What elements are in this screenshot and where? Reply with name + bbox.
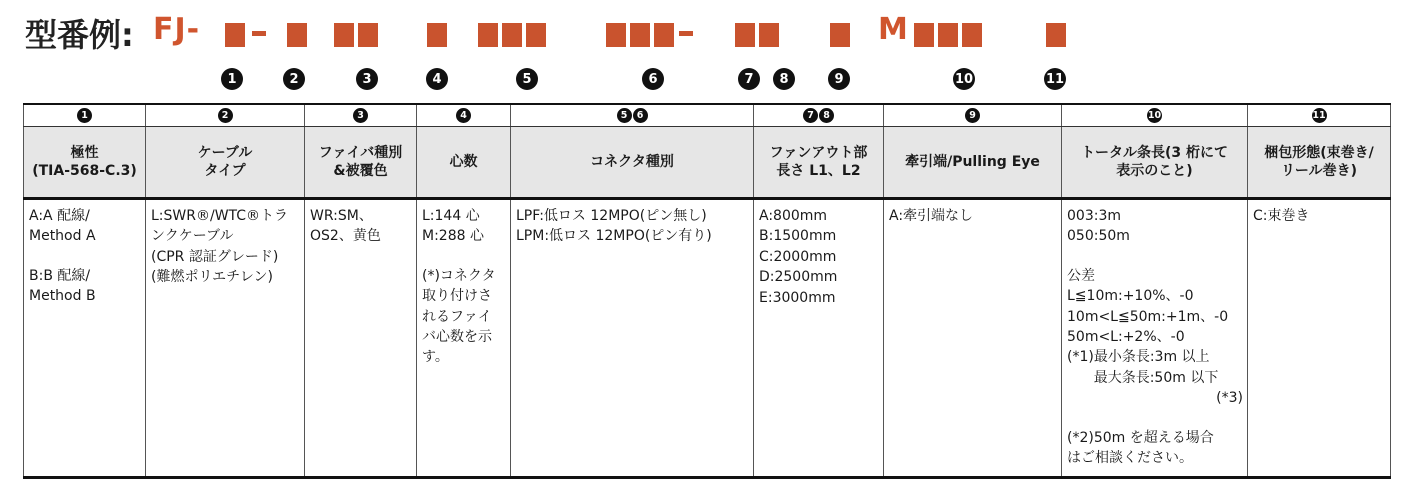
spec-cell-line: (*)コネクタ: [422, 267, 496, 284]
spec-cell: [305, 199, 417, 478]
column-header-label: (TIA-568-C.3): [32, 163, 137, 179]
column-header-label: 表示のこと): [1116, 163, 1193, 179]
column-number-badge: 8: [819, 108, 834, 123]
spec-cell-line: C:束巻き: [1253, 208, 1310, 224]
code-box-10a: [914, 23, 934, 47]
column-number-badge: 5: [617, 108, 632, 123]
spec-cell-line: 10m<L≦50m:+1m、-0: [1067, 308, 1229, 325]
column-header-label: 長さ L1、L2: [776, 163, 861, 179]
column-number-cell: [511, 104, 754, 127]
spec-cell-line: Method A: [29, 228, 96, 245]
column-number-badge: 4: [456, 108, 471, 123]
column-header-label: 心数: [449, 154, 478, 170]
code-dash: [679, 31, 693, 36]
title-label: 型番例:: [25, 16, 134, 54]
code-box-8: [759, 23, 779, 47]
code-box-6c: [654, 23, 674, 47]
spec-cell-line: バ心数を示: [422, 329, 492, 346]
code-box-4: [427, 23, 447, 47]
column-number-cell: [754, 104, 884, 127]
code-box-2: [287, 23, 307, 47]
spec-cell-line: OS2、黄色: [310, 228, 381, 245]
spec-cell-line: E:3000mm: [759, 289, 836, 306]
marker-5: 5: [516, 68, 538, 90]
column-header-label: コネクタ種別: [590, 154, 674, 170]
code-box-6a: [606, 23, 626, 47]
code-box-5c: [526, 23, 546, 47]
column-header-label: 梱包形態(束巻き/: [1264, 145, 1374, 161]
spec-cell-line: ンクケーブル: [151, 228, 234, 245]
spec-cell-line: L≦10m:+10%、-0: [1067, 288, 1194, 305]
column-header-label: トータル条長(3 桁にて: [1080, 145, 1228, 161]
column-number-badge: 1: [77, 108, 92, 123]
marker-6: 6: [642, 68, 664, 90]
spec-cell-line: D:2500mm: [759, 269, 838, 286]
spec-table: [23, 103, 1391, 479]
spec-cell-line: A:A 配線/: [29, 208, 90, 224]
spec-cell: [754, 199, 884, 478]
column-header-label: 牽引端/Pulling Eye: [905, 154, 1040, 170]
column-header-label: タイプ: [204, 163, 246, 179]
spec-cell-line: LPM:低ロス 12MPO(ピン有り): [516, 228, 712, 245]
column-header: [305, 127, 417, 199]
spec-cell-line: M:288 心: [422, 228, 484, 245]
spacer: [422, 247, 506, 266]
spacer: [1067, 247, 1243, 266]
column-number-cell: [24, 104, 146, 127]
marker-3: 3: [356, 68, 378, 90]
column-header-label: ファイバ種別: [318, 145, 403, 161]
spec-cell: [24, 199, 146, 478]
spec-cell-line: L:144 心: [422, 208, 480, 224]
spec-cell-line: はご相談ください。: [1067, 450, 1193, 467]
spec-cell-line: L:SWR®/WTC®トラ: [151, 208, 289, 224]
spec-cell: [417, 199, 511, 478]
column-number-cell: [146, 104, 305, 127]
column-header: [884, 127, 1062, 199]
column-number-badge: 6: [633, 108, 648, 123]
spec-body-row: [24, 199, 1391, 478]
column-header-label: ファンアウト部: [769, 145, 868, 161]
spec-cell-line: (*1)最小条長:3m 以上: [1067, 349, 1210, 366]
marker-9: 9: [828, 68, 850, 90]
spec-cell-line: 003:3m: [1067, 208, 1121, 224]
column-header-label: &被覆色: [333, 163, 388, 179]
column-header-label: ケーブル: [197, 145, 253, 161]
column-number-badge: 3: [353, 108, 368, 123]
column-header: [511, 127, 754, 199]
code-m-letter: M: [878, 12, 908, 47]
code-box-1: [225, 23, 245, 47]
marker-8: 8: [773, 68, 795, 90]
spec-cell-line: (*3): [1216, 390, 1243, 407]
code-box-11: [1046, 23, 1066, 47]
code-box-3a: [334, 23, 354, 47]
column-header-row: [24, 127, 1391, 199]
marker-2: 2: [283, 68, 305, 90]
spec-cell-line: す。: [422, 349, 449, 366]
column-header: [146, 127, 305, 199]
column-header-label: リール巻き): [1280, 163, 1358, 179]
spec-cell-line: A:牽引端なし: [889, 208, 974, 224]
code-box-5a: [478, 23, 498, 47]
spec-cell-line: B:B 配線/: [29, 267, 91, 284]
spec-cell-line: WR:SM、: [310, 208, 373, 224]
spec-cell-line: C:2000mm: [759, 248, 837, 265]
code-prefix: FJ-: [153, 12, 201, 47]
code-box-7: [735, 23, 755, 47]
spec-cell: [146, 199, 305, 478]
spec-cell-line: Method B: [29, 288, 96, 305]
column-number-cell: [305, 104, 417, 127]
spec-cell-line: LPF:低ロス 12MPO(ピン無し): [516, 208, 707, 224]
spec-cell-line: (*2)50m を超える場合: [1067, 429, 1214, 446]
column-header-label: 極性: [70, 145, 99, 161]
column-header: [1248, 127, 1391, 199]
spec-cell-line: 取り付けさ: [422, 288, 492, 305]
column-number-badge: 11: [1312, 108, 1327, 123]
spec-cell: [511, 199, 754, 478]
code-box-10b: [938, 23, 958, 47]
spec-cell-line: 50m<L:+2%、-0: [1067, 329, 1185, 346]
column-number-cell: [884, 104, 1062, 127]
spec-cell-line: 最大条長:50m 以下: [1067, 369, 1219, 386]
marker-1: 1: [221, 68, 243, 90]
spacer: [29, 247, 141, 266]
marker-4: 4: [426, 68, 448, 90]
code-box-9: [830, 23, 850, 47]
spec-cell-line: れるファイ: [422, 308, 492, 325]
spec-cell-line: (難燃ポリエチレン): [151, 269, 274, 286]
spec-cell-line: 050:50m: [1067, 228, 1130, 245]
column-number-badge: 9: [965, 108, 980, 123]
code-box-10c: [962, 23, 982, 47]
spec-cell-line: 公差: [1067, 267, 1095, 284]
spec-cell: [884, 199, 1062, 478]
code-dash: [252, 31, 266, 36]
column-header: [417, 127, 511, 199]
column-number-cell: [1248, 104, 1391, 127]
spec-cell: [1062, 199, 1248, 478]
column-number-badge: 10: [1147, 108, 1162, 123]
spec-cell-line: B:1500mm: [759, 228, 837, 245]
code-box-6b: [630, 23, 650, 47]
column-header: [754, 127, 884, 199]
column-number-badge: 2: [218, 108, 233, 123]
column-number-cell: [1062, 104, 1248, 127]
column-number-row: [24, 104, 1391, 127]
marker-7: 7: [738, 68, 760, 90]
spec-cell: [1248, 199, 1391, 478]
model-code: [25, 10, 1385, 87]
code-box-3b: [358, 23, 378, 47]
spacer: [1067, 409, 1243, 428]
spec-cell-line: A:800mm: [759, 208, 828, 224]
code-box-5b: [502, 23, 522, 47]
column-number-badge: 7: [803, 108, 818, 123]
column-header: [1062, 127, 1248, 199]
column-header: [24, 127, 146, 199]
marker-11: 11: [1044, 68, 1066, 90]
column-number-cell: [417, 104, 511, 127]
spec-cell-line: (CPR 認証グレード): [151, 248, 279, 265]
marker-10: 10: [953, 68, 975, 90]
